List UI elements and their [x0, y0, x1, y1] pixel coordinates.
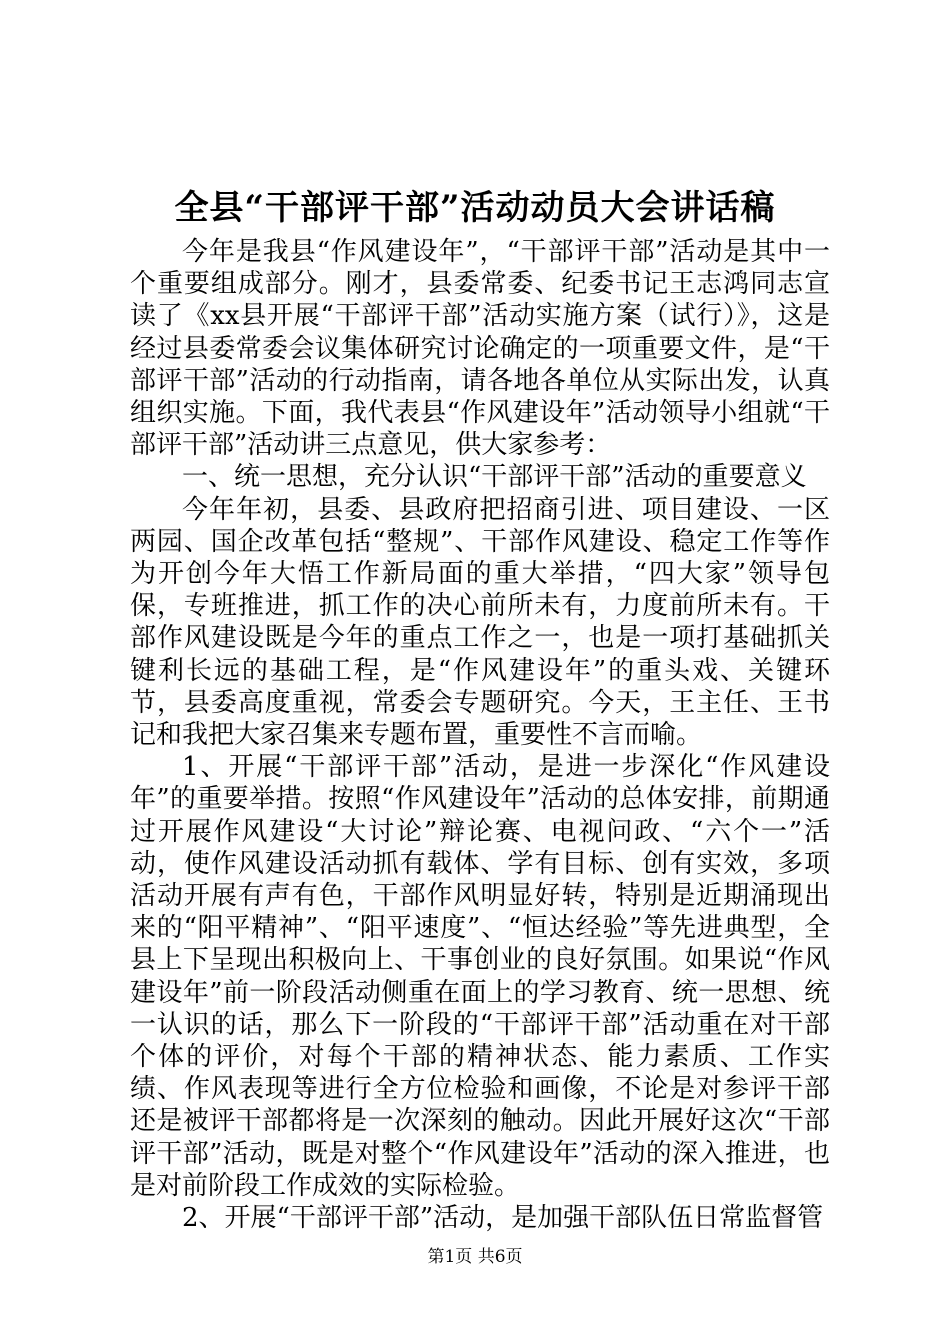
paragraph-intro: 今年是我县“作风建设年”，“干部评干部”活动是其中一个重要组成部分。刚才，县委常委、纪委书记王志鸿同志宣读了《xx县开展“干部评干部”活动实施方案（试行）》，这是经过县委常委会议集体研究讨论确定的一项重要文件，是“干部评干部”活动的行动指南，请各地各单位从实际出发，认真组织实施。下面，我代表县“作风建设年”活动领导小组就“干部评干部”活动讲三点意见，供大家参考： [130, 237, 830, 461]
paragraph-background: 今年年初，县委、县政府把招商引进、项目建设、一区两园、国企改革包括“整规”、干部作风建设、稳定工作等作为开创今年大悟工作新局面的重大举措，“四大家”领导包保，专班推进，抓工作的决心前所未有，力度前所未有。干部作风建设既是今年的重点工作之一，也是一项打基础抓关键利长远的基础工程，是“作风建设年”的重头戏、关键环节，县委高度重视，常委会专题研究。今天，王主任、王书记和我把大家召集来专题布置，重要性不言而喻。 [130, 494, 830, 751]
page-number-footer: 第1页 共6页 [427, 1247, 523, 1267]
document-body [130, 236, 830, 1234]
paragraph-point-1: 1、开展“干部评干部”活动，是进一步深化“作风建设年”的重要举措。按照“作风建设年”活动的总体安排，前期通过开展作风建设“大讨论”辩论赛、电视问政、“六个一”活动，使作风建设活动抓有载体、学有目标、创有实效，多项活动开展有声有色，干部作风明显好转，特别是近期涌现出来的“阳平精神”、“阳平速度”、“恒达经验”等先进典型，全县上下呈现出积极向上、干事创业的良好氛围。如果说“作风建设年”前一阶段活动侧重在面上的学习教育、统一思想、统一认识的话，那么下一阶段的“干部评干部”活动重在对干部个体的评价，对每个干部的精神状态、能力素质、工作实绩、作风表现等进行全方位检验和画像，不论是对参评干部还是被评干部都将是一次深刻的触动。因此开展好这次“干部评干部”活动，既是对整个“作风建设年”活动的深入推进，也是对前阶段工作成效的实际检验。 [130, 752, 830, 1201]
section-heading-1: 一、统一思想，充分认识“干部评干部”活动的重要意义 [182, 462, 807, 493]
paragraph-point-2: 2、开展“干部评干部”活动，是加强干部队伍日常监督管 [182, 1203, 824, 1234]
document-title: 全县“干部评干部”活动动员大会讲话稿 [174, 188, 776, 228]
